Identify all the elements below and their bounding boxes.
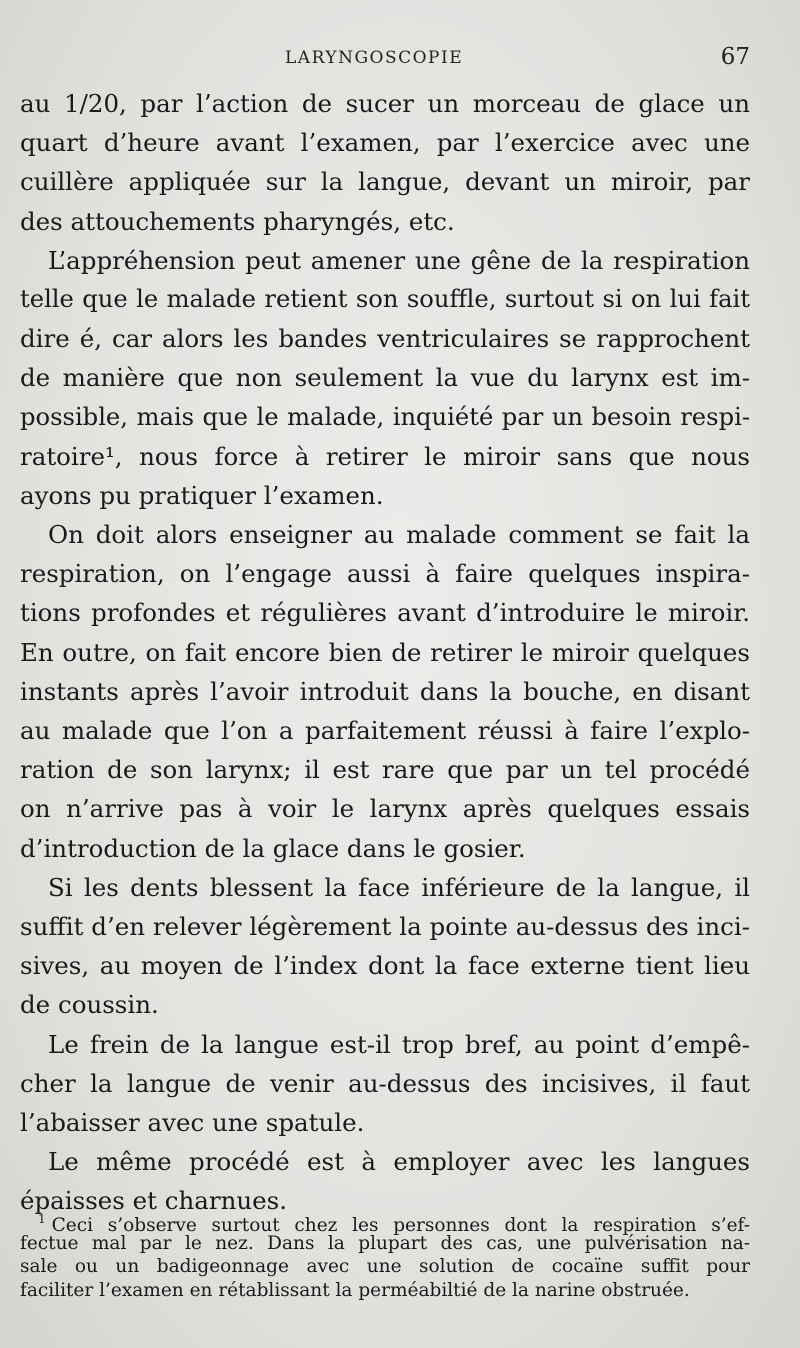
text-line: On doit alors enseigner au malade comment se fait la: [48, 520, 750, 550]
text-line: quart d’heure avant l’examen, par l’exercice avec une: [20, 128, 750, 158]
text-line: Le même procédé est à employer avec les langues: [48, 1147, 750, 1177]
page-header: [20, 42, 750, 78]
footnote-line: fectue mal par le nez. Dans la plupart des cas, une pulvérisation na-: [20, 1232, 750, 1254]
text-line: Le frein de la langue est-il trop bref, au point d’empê-: [48, 1029, 750, 1059]
text-line: au 1/20, par l’action de sucer un morceau de glace un: [20, 89, 750, 118]
text-line: de manière que non seulement la vue du larynx est im-: [20, 363, 750, 393]
text-line: En outre, on fait encore bien de retirer le miroir quelques: [20, 637, 750, 667]
footnote-line: faciliter l’examen en rétablissant la perméabiltié de la narine obstruée.: [20, 1279, 690, 1301]
text-line: L’appréhension peut amener une gêne de la respiration: [48, 245, 750, 275]
text-line: d’introduction de la glace dans le gosier.: [20, 833, 526, 863]
footnote-text: Ceci s’observe surtout chez les personnes dont la respiration s’ef-: [51, 1215, 750, 1236]
text-line: épaisses et charnues.: [20, 1186, 287, 1216]
text-line: respiration, on l’engage aussi à faire quelques inspira-: [20, 559, 750, 589]
text-line: suffit d’en relever légèrement la pointe au-dessus des inci-: [20, 911, 750, 941]
footnote-marker: 1: [38, 1212, 46, 1226]
footnote-line: sale ou un badigeonnage avec une solution de cocaïne suffit pour: [20, 1256, 750, 1277]
text-line: au malade que l’on a parfaitement réussi à faire l’explo-: [20, 716, 750, 745]
text-line: telle que le malade retient son souffle, surtout si on lui fait: [20, 284, 750, 313]
body-text: [20, 84, 750, 1220]
text-line: on n’arrive pas à voir le larynx après quelques essais: [20, 794, 750, 824]
page-number: 67: [720, 44, 750, 70]
text-line: tions profondes et régulières avant d’introduire le miroir.: [20, 598, 750, 628]
text-line: dire é, car alors les bandes ventriculaires se rapprochent: [20, 324, 750, 354]
footnote: [20, 1208, 750, 1302]
text-line: possible, mais que le malade, inquiété par un besoin respi-: [20, 402, 750, 431]
text-line: sives, au moyen de l’index dont la face externe tient lieu: [20, 951, 750, 981]
running-title: LARYNGOSCOPIE: [285, 48, 464, 68]
text-line: Si les dents blessent la face inférieure de la langue, il: [48, 872, 750, 902]
text-line: ayons pu pratiquer l’examen.: [20, 480, 384, 510]
text-line: cher la langue de venir au-dessus des incisives, il faut: [20, 1068, 750, 1098]
text-line: ratoire¹, nous force à retirer le miroir sans que nous: [20, 441, 750, 471]
text-line: des attouchements pharyngés, etc.: [20, 206, 455, 236]
footnote-line: [20, 1208, 750, 1236]
text-line: l’abaisser avec une spatule.: [20, 1107, 365, 1137]
text-line: ration de son larynx; il est rare que par un tel procédé: [20, 755, 750, 785]
text-line: instants après l’avoir introduit dans la bouche, en disant: [20, 676, 750, 706]
text-line: de coussin.: [20, 990, 159, 1020]
text-line: cuillère appliquée sur la langue, devant un miroir, par: [20, 167, 750, 197]
